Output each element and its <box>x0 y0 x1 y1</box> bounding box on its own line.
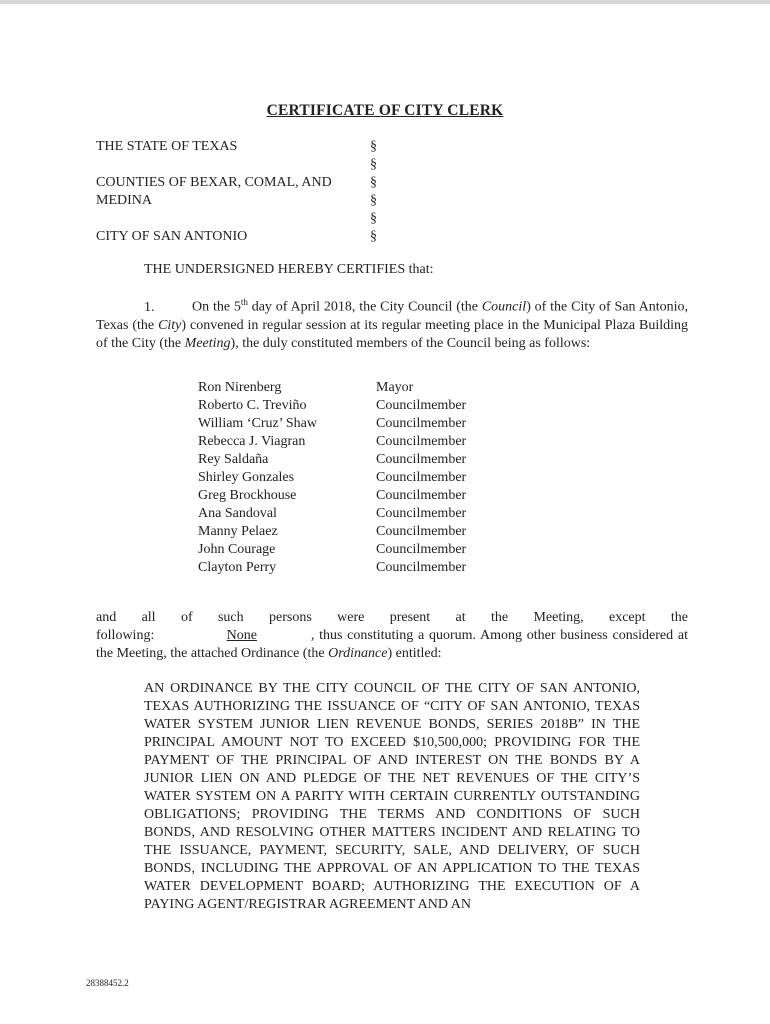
member-row <box>198 451 466 469</box>
member-name: Ron Nirenberg <box>198 380 282 395</box>
paragraph-1 <box>96 293 688 353</box>
member-title: Councilmember <box>376 524 467 539</box>
member-title: Councilmember <box>376 488 467 503</box>
member-name: Ana Sandoval <box>198 506 277 521</box>
member-row <box>198 559 466 577</box>
section-mark: § <box>370 139 377 154</box>
absent-members-blank: None <box>226 628 257 643</box>
ordinance-title-block: AN ORDINANCE BY THE CITY COUNCIL OF THE CITY OF SAN ANTONIO, TEXAS AUTHORIZING THE ISSUANCE OF “CITY OF SAN ANTONIO, TEXAS WATER SYSTEM JUNIOR LIEN REVENUE BONDS, SERIES 2018B” IN THE PRINCIPAL AMOUNT NOT TO EXCEED $10,500,000; PROVIDING FOR THE PAYMENT OF THE PRINCIPAL OF AND INTEREST ON THE BONDS BY A JUNIOR LIEN ON AND PLEDGE OF THE NET REVENUES OF THE CITY’S WATER SYSTEM ON A PARITY WITH CERTAIN CURRENTLY OUTSTANDING OBLIGATIONS; PROVIDING THE TERMS AND CONDITIONS OF SUCH BONDS, AND RESOLVING OTHER MATTERS INCIDENT AND RELATING TO THE ISSUANCE, PAYMENT, SECURITY, SALE, AND DELIVERY, OF SUCH BONDS, INCLUDING THE APPROVAL OF AN APPLICATION TO THE TEXAS WATER DEVELOPMENT BOARD; AUTHORIZING THE EXECUTION OF A PAYING AGENT/REGISTRAR AGREEMENT AND AN <box>144 681 640 912</box>
ordinal-suffix: th <box>240 297 248 307</box>
member-title: Councilmember <box>376 416 467 431</box>
section-mark: § <box>370 175 377 190</box>
member-title: Councilmember <box>376 434 467 449</box>
document-title: CERTIFICATE OF CITY CLERK <box>266 102 504 119</box>
member-row <box>198 541 466 559</box>
member-title: Mayor <box>376 380 414 395</box>
member-name: Rebecca J. Viagran <box>198 434 306 449</box>
member-name: Clayton Perry <box>198 560 277 575</box>
member-row <box>198 523 466 541</box>
certifies-statement: THE UNDERSIGNED HEREBY CERTIFIES that: <box>144 262 434 277</box>
member-name: John Courage <box>198 542 276 557</box>
defined-term-ordinance: Ordinance <box>328 646 388 661</box>
member-row <box>198 487 466 505</box>
member-title: Councilmember <box>376 560 467 575</box>
caption-counties-line2: MEDINA <box>96 193 152 208</box>
document-id: 28388452.2 <box>86 978 129 988</box>
caption-city: CITY OF SAN ANTONIO <box>96 229 248 244</box>
member-title: Councilmember <box>376 398 467 413</box>
member-name: Manny Pelaez <box>198 524 278 539</box>
member-title: Councilmember <box>376 506 467 521</box>
paragraph-quorum <box>96 609 688 663</box>
member-name: Rey Saldaña <box>198 452 269 467</box>
section-mark: § <box>370 229 377 244</box>
member-row <box>198 469 466 487</box>
quorum-line1: and all of such persons were present at the Meeting, except the <box>96 610 688 625</box>
section-mark: § <box>370 157 377 172</box>
para1-text: ) convened in regular session at its regular meeting place in the Municipal Plaza Building of the City (the <box>96 317 689 351</box>
defined-term-city: City <box>158 317 182 333</box>
para2-text: , thus constituting a quorum. Among other business considered at the Meeting, the attached Ordinance (the <box>96 628 688 661</box>
member-row <box>198 397 466 415</box>
member-row <box>198 505 466 523</box>
para1-text: day of April 2018, the City Council (the <box>247 299 482 315</box>
member-name: William ‘Cruz’ Shaw <box>198 416 317 431</box>
para2-text: following: <box>96 628 155 643</box>
member-name: Roberto C. Treviño <box>198 398 307 413</box>
member-title: Councilmember <box>376 470 467 485</box>
section-mark: § <box>370 193 377 208</box>
defined-term-council: Council <box>481 299 527 315</box>
para1-text: ) of the City of San Antonio, Texas (the <box>96 299 688 333</box>
caption-state: THE STATE OF TEXAS <box>96 139 238 154</box>
member-name: Shirley Gonzales <box>198 470 295 485</box>
member-title: Councilmember <box>376 542 467 557</box>
para2-text: ) entitled: <box>387 646 442 661</box>
member-row <box>198 379 466 397</box>
quorum-rest <box>96 627 688 663</box>
caption-counties-line1: COUNTIES OF BEXAR, COMAL, AND <box>96 175 332 190</box>
para1-text: ), the duly constituted members of the Council being as follows: <box>230 335 591 351</box>
member-row <box>198 415 466 433</box>
member-name: Greg Brockhouse <box>198 488 297 503</box>
defined-term-meeting: Meeting <box>184 335 231 351</box>
member-title: Councilmember <box>376 452 467 467</box>
paragraph-number: 1. <box>144 299 155 315</box>
section-mark: § <box>370 211 377 226</box>
member-row <box>198 433 466 451</box>
para1-text: On the 5 <box>192 299 241 315</box>
council-members-list <box>198 379 466 577</box>
